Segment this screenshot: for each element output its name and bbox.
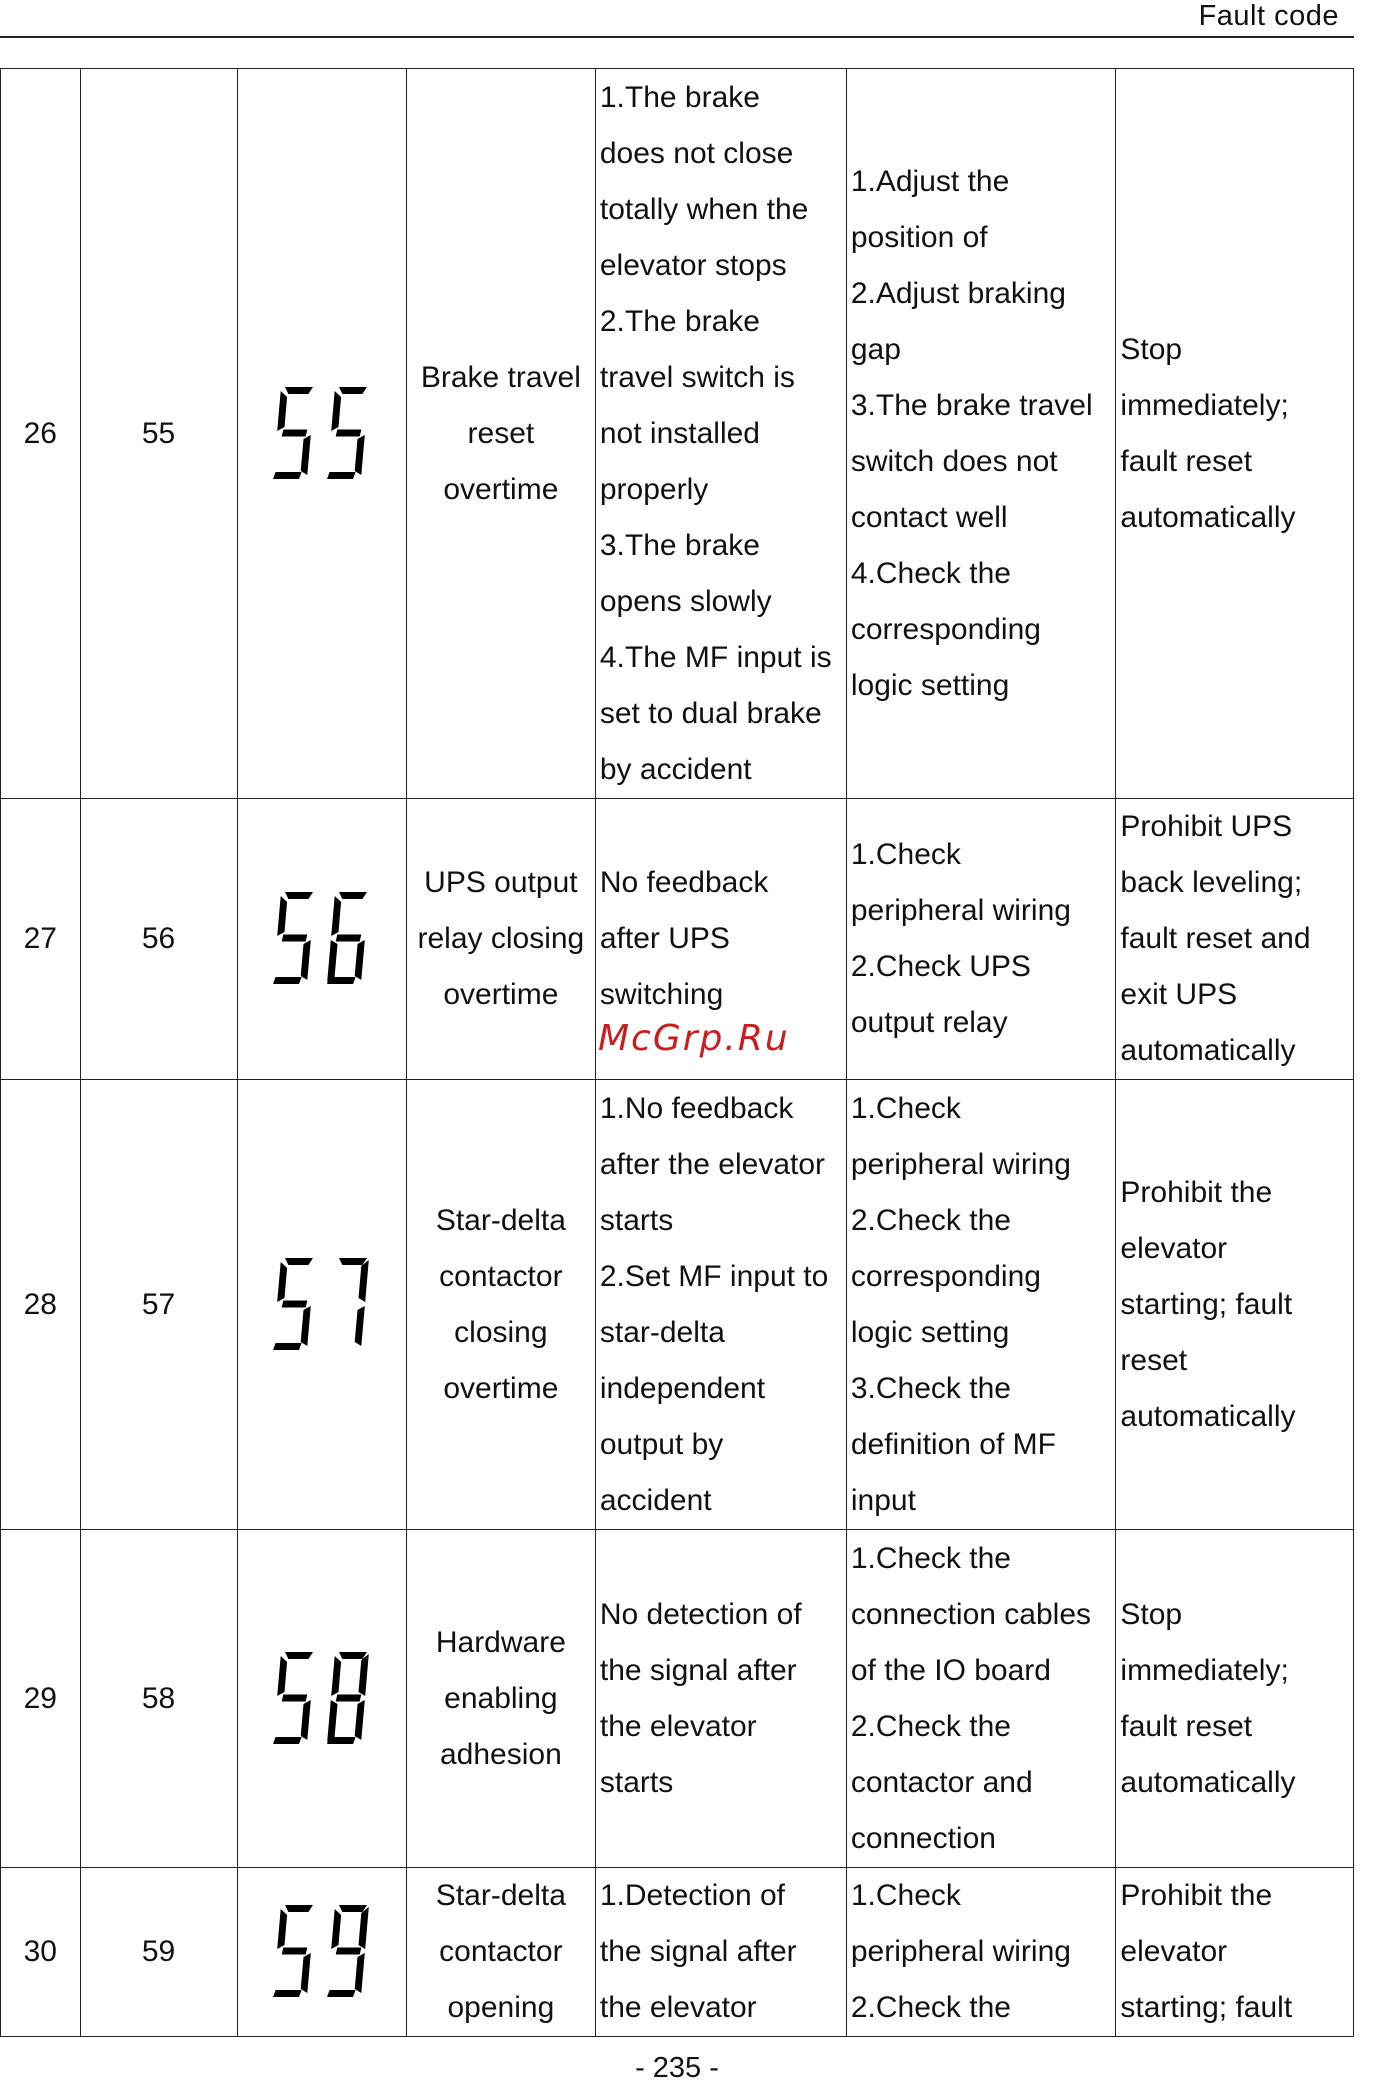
segment-c	[354, 435, 364, 475]
fault-solution: 1.Adjust the position of 2.Adjust braking gap 3.The brake travel switch does not contact well 4.Check the corresponding logic setting	[846, 69, 1116, 799]
fault-name: Star-delta contactor opening	[406, 1868, 595, 2037]
segment-c	[354, 940, 364, 980]
segment-a	[339, 1258, 367, 1265]
seven-segment-digits	[267, 1254, 377, 1356]
row-number: 27	[1, 799, 81, 1080]
segment-f	[331, 1656, 341, 1696]
fault-action: Prohibit UPS back leveling; fault reset and exit UPS automatically	[1116, 799, 1354, 1080]
segment-g	[335, 1694, 361, 1701]
segment-d	[327, 1990, 356, 1997]
segment-c	[354, 1306, 364, 1346]
header-rule	[0, 36, 1354, 38]
fault-solution: 1.Check peripheral wiring 2.Check UPS output relay	[846, 799, 1116, 1080]
segment-digit-8	[327, 1652, 369, 1744]
fault-code: 55	[80, 69, 237, 799]
segment-e	[327, 940, 337, 982]
segment-c	[300, 1953, 310, 1993]
segment-f	[277, 1909, 287, 1949]
table-row	[1, 1080, 1354, 1530]
seven-segment-digits	[267, 1648, 377, 1750]
segment-a	[339, 1905, 367, 1912]
seven-segment-display	[237, 1868, 406, 2037]
segment-c	[354, 1700, 364, 1740]
fault-action: Stop immediately; fault reset automatically	[1116, 1530, 1354, 1868]
page-number: - 235 -	[635, 2052, 719, 2084]
row-number: 29	[1, 1530, 81, 1868]
segment-a	[339, 387, 367, 394]
seven-segment-display	[237, 1080, 406, 1530]
fault-code: 56	[80, 799, 237, 1080]
fault-solution: 1.Check peripheral wiring 2.Check the	[846, 1868, 1116, 2037]
segment-a	[285, 1905, 313, 1912]
segment-digit-7	[339, 1258, 369, 1346]
segment-digit-5	[273, 892, 313, 984]
segment-a	[285, 892, 313, 899]
segment-b	[358, 1654, 368, 1696]
fault-code: 57	[80, 1080, 237, 1530]
segment-a	[339, 1652, 367, 1659]
seven-segment-digits	[267, 888, 377, 990]
fault-name: UPS output relay closing overtime	[406, 799, 595, 1080]
segment-f	[331, 391, 341, 431]
segment-g	[281, 1300, 307, 1307]
segment-d	[327, 472, 356, 479]
seven-segment-digits	[267, 383, 377, 485]
fault-code: 58	[80, 1530, 237, 1868]
segment-d	[273, 977, 302, 984]
fault-cause: No feedback after UPS switching	[595, 799, 846, 1080]
segment-digit-5	[273, 1258, 313, 1350]
segment-digit-9	[327, 1905, 369, 1997]
segment-g	[281, 429, 307, 436]
segment-c	[300, 1306, 310, 1346]
fault-solution: 1.Check peripheral wiring 2.Check the corresponding logic setting 3.Check the definition of MF input	[846, 1080, 1116, 1530]
segment-d	[273, 472, 302, 479]
fault-cause: 1.Detection of the signal after the elevator	[595, 1868, 846, 2037]
fault-code: 59	[80, 1868, 237, 2037]
fault-solution: 1.Check the connection cables of the IO board 2.Check the contactor and connection	[846, 1530, 1116, 1868]
row-number: 30	[1, 1868, 81, 2037]
seven-segment-display	[237, 1530, 406, 1868]
segment-f	[277, 1656, 287, 1696]
table-row	[1, 1868, 1354, 2037]
seven-segment-display	[237, 69, 406, 799]
segment-c	[354, 1953, 364, 1993]
fault-cause: 1.The brake does not close totally when the elevator stops 2.The brake travel switch is not installed properly 3.The brake opens slowly 4.The MF input is set to dual brake by accident	[595, 69, 846, 799]
row-number: 28	[1, 1080, 81, 1530]
fault-cause: No detection of the signal after the elevator starts	[595, 1530, 846, 1868]
segment-e	[327, 1700, 337, 1742]
seven-segment-digits	[267, 1901, 377, 2003]
segment-f	[277, 1262, 287, 1302]
header-title: Fault code	[1198, 0, 1339, 32]
segment-g	[281, 1694, 307, 1701]
segment-g	[335, 429, 361, 436]
segment-b	[358, 1260, 368, 1302]
segment-a	[285, 387, 313, 394]
segment-f	[331, 1909, 341, 1949]
segment-c	[300, 1700, 310, 1740]
segment-f	[277, 896, 287, 936]
segment-digit-6	[327, 892, 367, 984]
segment-f	[277, 391, 287, 431]
watermark: McGrp.Ru	[598, 1018, 790, 1059]
segment-digit-5	[327, 387, 367, 479]
fault-cause: 1.No feedback after the elevator starts 2.Set MF input to star-delta independent output by accident	[595, 1080, 846, 1530]
seven-segment-display	[237, 799, 406, 1080]
segment-d	[273, 1737, 302, 1744]
table-row	[1, 69, 1354, 799]
segment-digit-5	[273, 387, 313, 479]
fault-action: Stop immediately; fault reset automatically	[1116, 69, 1354, 799]
segment-d	[273, 1990, 302, 1997]
row-number: 26	[1, 69, 81, 799]
segment-g	[281, 1948, 307, 1955]
fault-name: Star-delta contactor closing overtime	[406, 1080, 595, 1530]
segment-a	[285, 1652, 313, 1659]
fault-name: Brake travel reset overtime	[406, 69, 595, 799]
segment-g	[335, 935, 361, 942]
segment-g	[335, 1948, 361, 1955]
segment-c	[300, 435, 310, 475]
segment-a	[339, 892, 367, 899]
segment-b	[358, 1907, 368, 1949]
segment-c	[300, 940, 310, 980]
segment-d	[273, 1343, 302, 1350]
segment-g	[281, 935, 307, 942]
segment-digit-5	[273, 1652, 313, 1744]
fault-name: Hardware enabling adhesion	[406, 1530, 595, 1868]
segment-a	[285, 1258, 313, 1265]
fault-action: Prohibit the elevator starting; fault reset automatically	[1116, 1080, 1354, 1530]
segment-f	[331, 896, 341, 936]
fault-action: Prohibit the elevator starting; fault	[1116, 1868, 1354, 2037]
table-row	[1, 1530, 1354, 1868]
segment-digit-5	[273, 1905, 313, 1997]
